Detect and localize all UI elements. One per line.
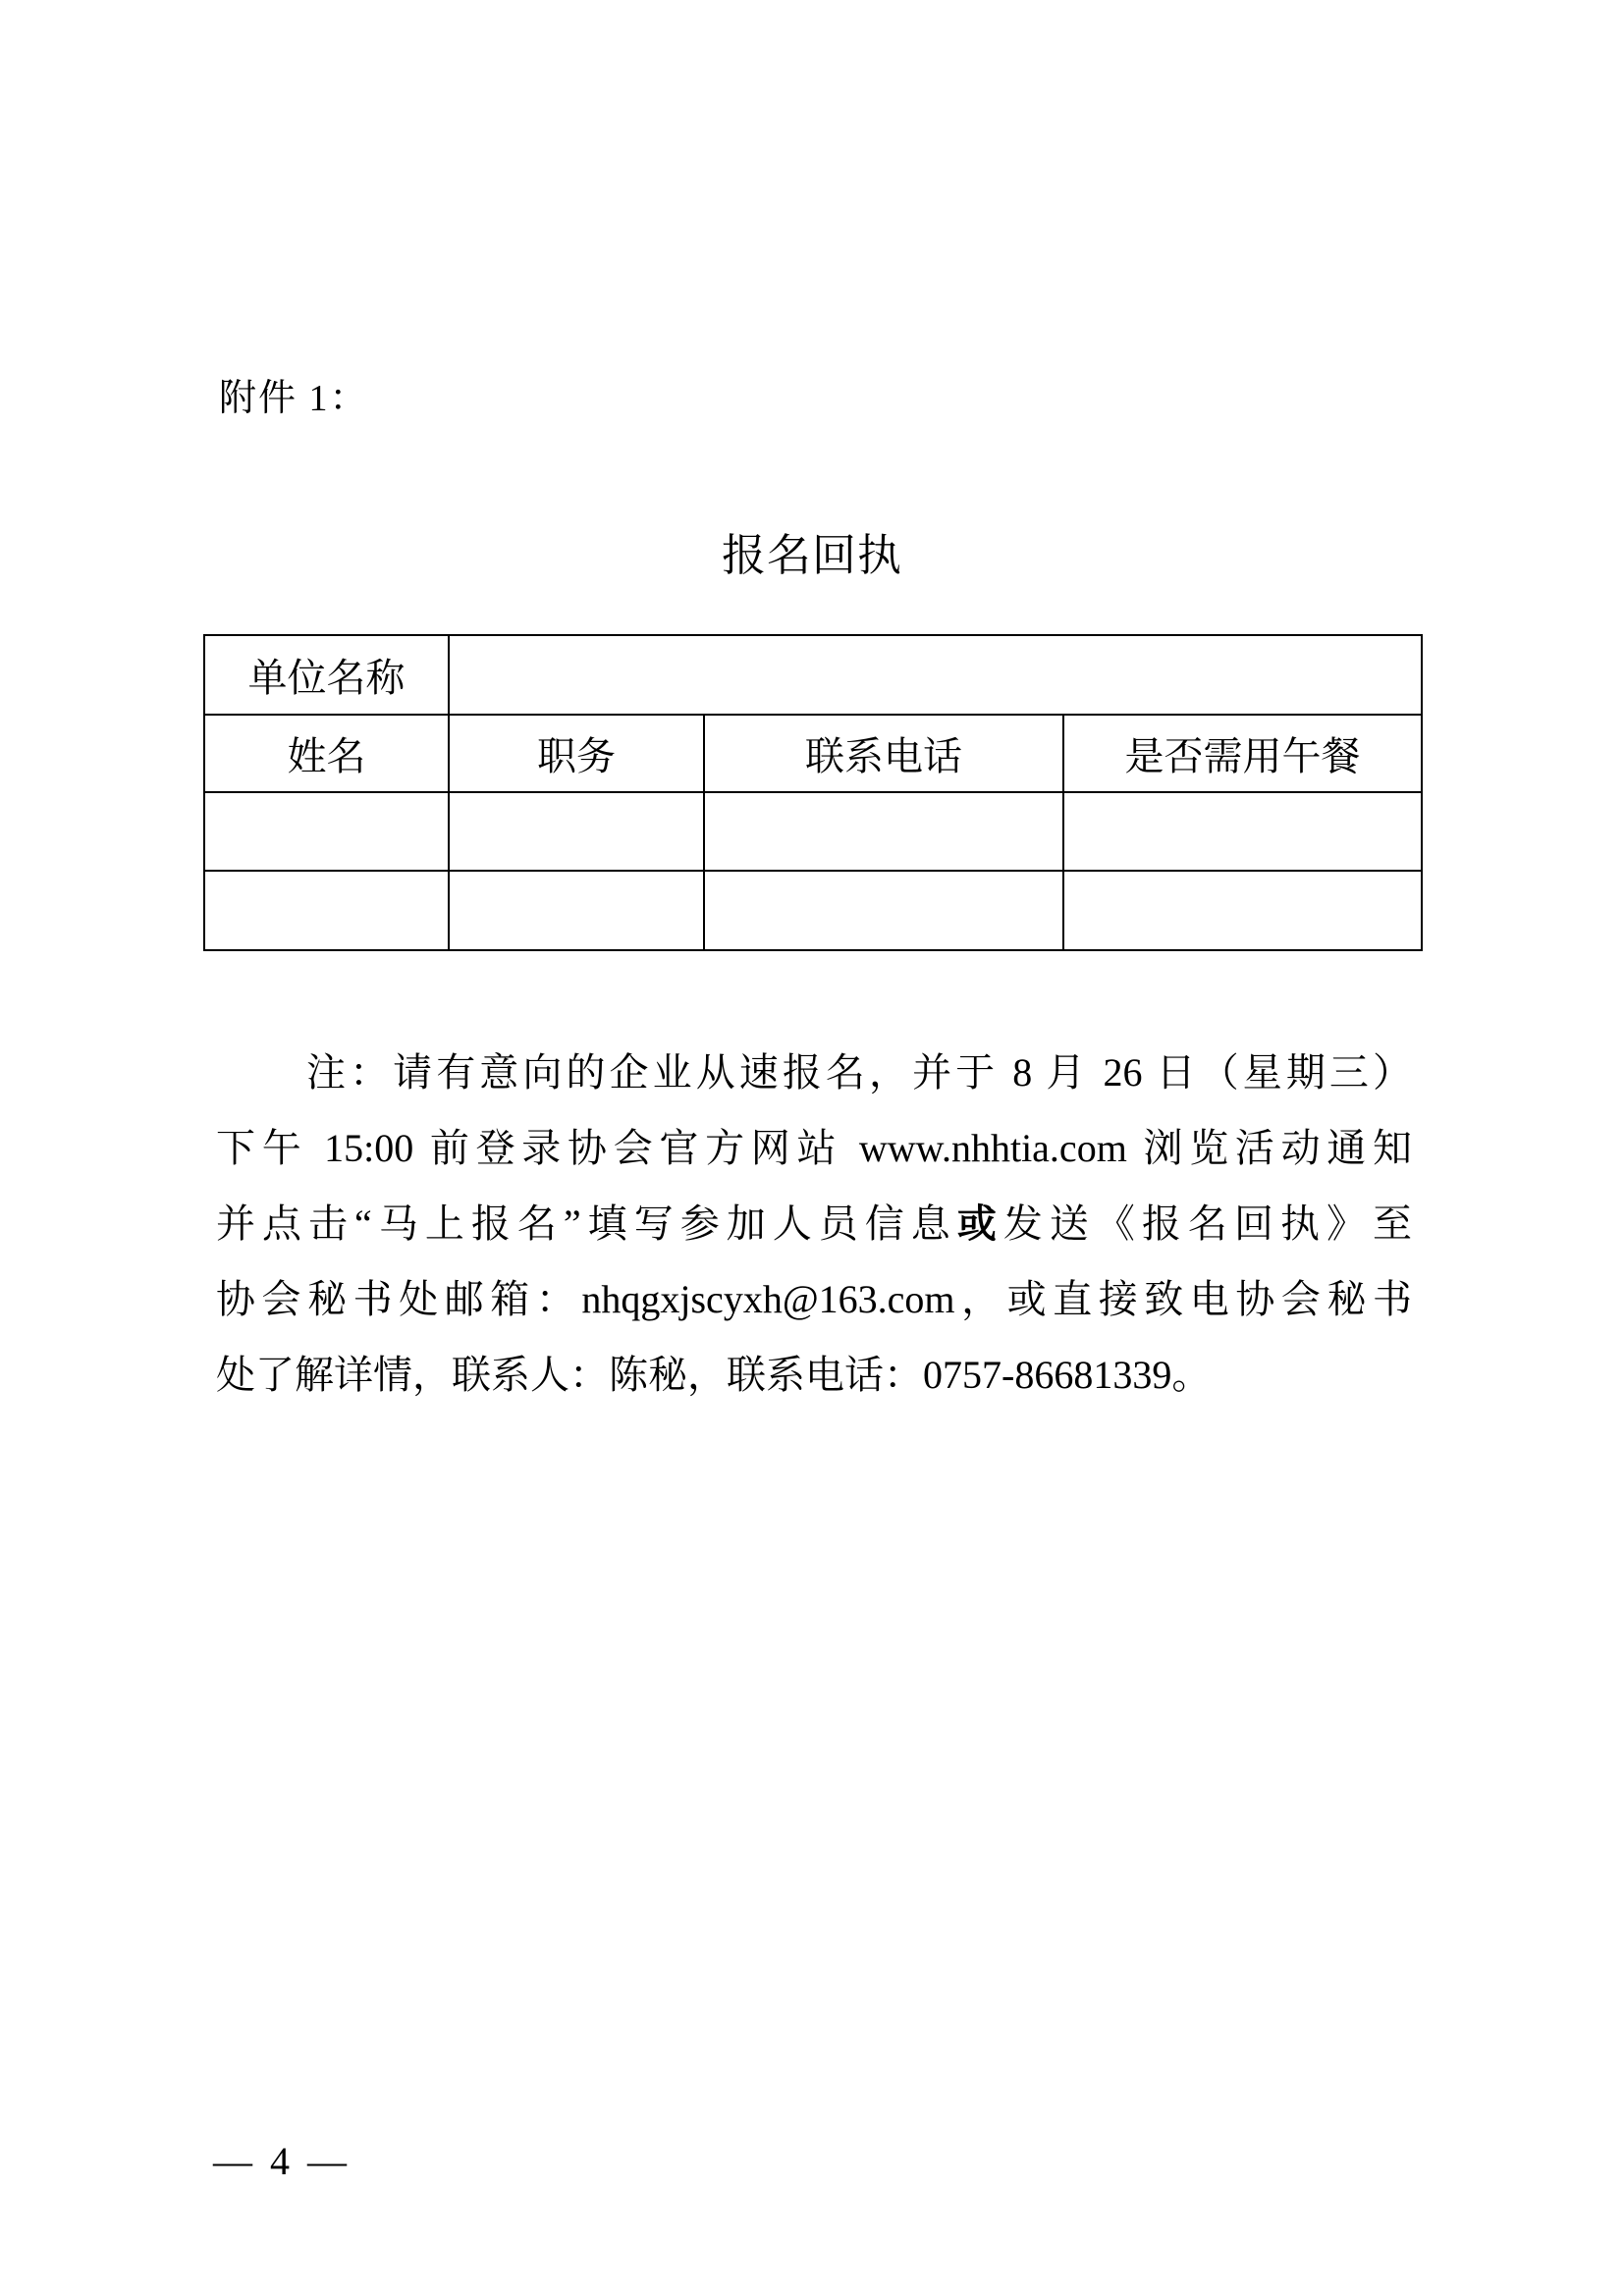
form-title: 报名回执 [721, 531, 902, 580]
header-lunch: 是否需用午餐 [1063, 715, 1422, 792]
header-phone: 联系电话 [704, 715, 1063, 792]
empty-cell [1063, 792, 1422, 871]
header-name: 姓名 [204, 715, 449, 792]
note-line-1: 注：请有意向的企业从速报名，并于 8 月 26 日（星期三） [306, 1050, 1412, 1095]
header-row [204, 715, 1422, 792]
note-paragraph [216, 1035, 1412, 1413]
empty-cell [204, 871, 449, 950]
note-line-4: 协会秘书处邮箱：nhqgxjscyxh@163.com，或直接致电协会秘书 [216, 1277, 1412, 1321]
header-position: 职务 [449, 715, 704, 792]
unit-name-value-cell [449, 635, 1422, 715]
empty-row-1 [204, 792, 1422, 871]
page-number: — 4 — [213, 2139, 351, 2183]
registration-table [203, 634, 1423, 951]
empty-cell [704, 792, 1063, 871]
note-line-2: 下午 15:00 前登录协会官方网站 www.nhhtia.com 浏览活动通知 [216, 1126, 1412, 1170]
note-line-5: 处了解详情，联系人：陈秘，联系电话：0757-86681339。 [216, 1353, 1212, 1397]
empty-cell [704, 871, 1063, 950]
note-line-3-post: 发送《报名回执》至 [1002, 1201, 1412, 1246]
empty-cell [204, 792, 449, 871]
attachment-label: 附件 1： [219, 378, 369, 419]
note-line-3-bold: 或 [956, 1201, 1003, 1246]
empty-cell [1063, 871, 1422, 950]
note-line-3 [216, 1186, 1412, 1261]
empty-cell [449, 871, 704, 950]
note-line-3-pre: 并点击“马上报名”填写参加人员信息 [216, 1201, 957, 1246]
empty-cell [449, 792, 704, 871]
empty-row-2 [204, 871, 1422, 950]
unit-name-label: 单位名称 [204, 635, 449, 715]
unit-name-row [204, 635, 1422, 715]
